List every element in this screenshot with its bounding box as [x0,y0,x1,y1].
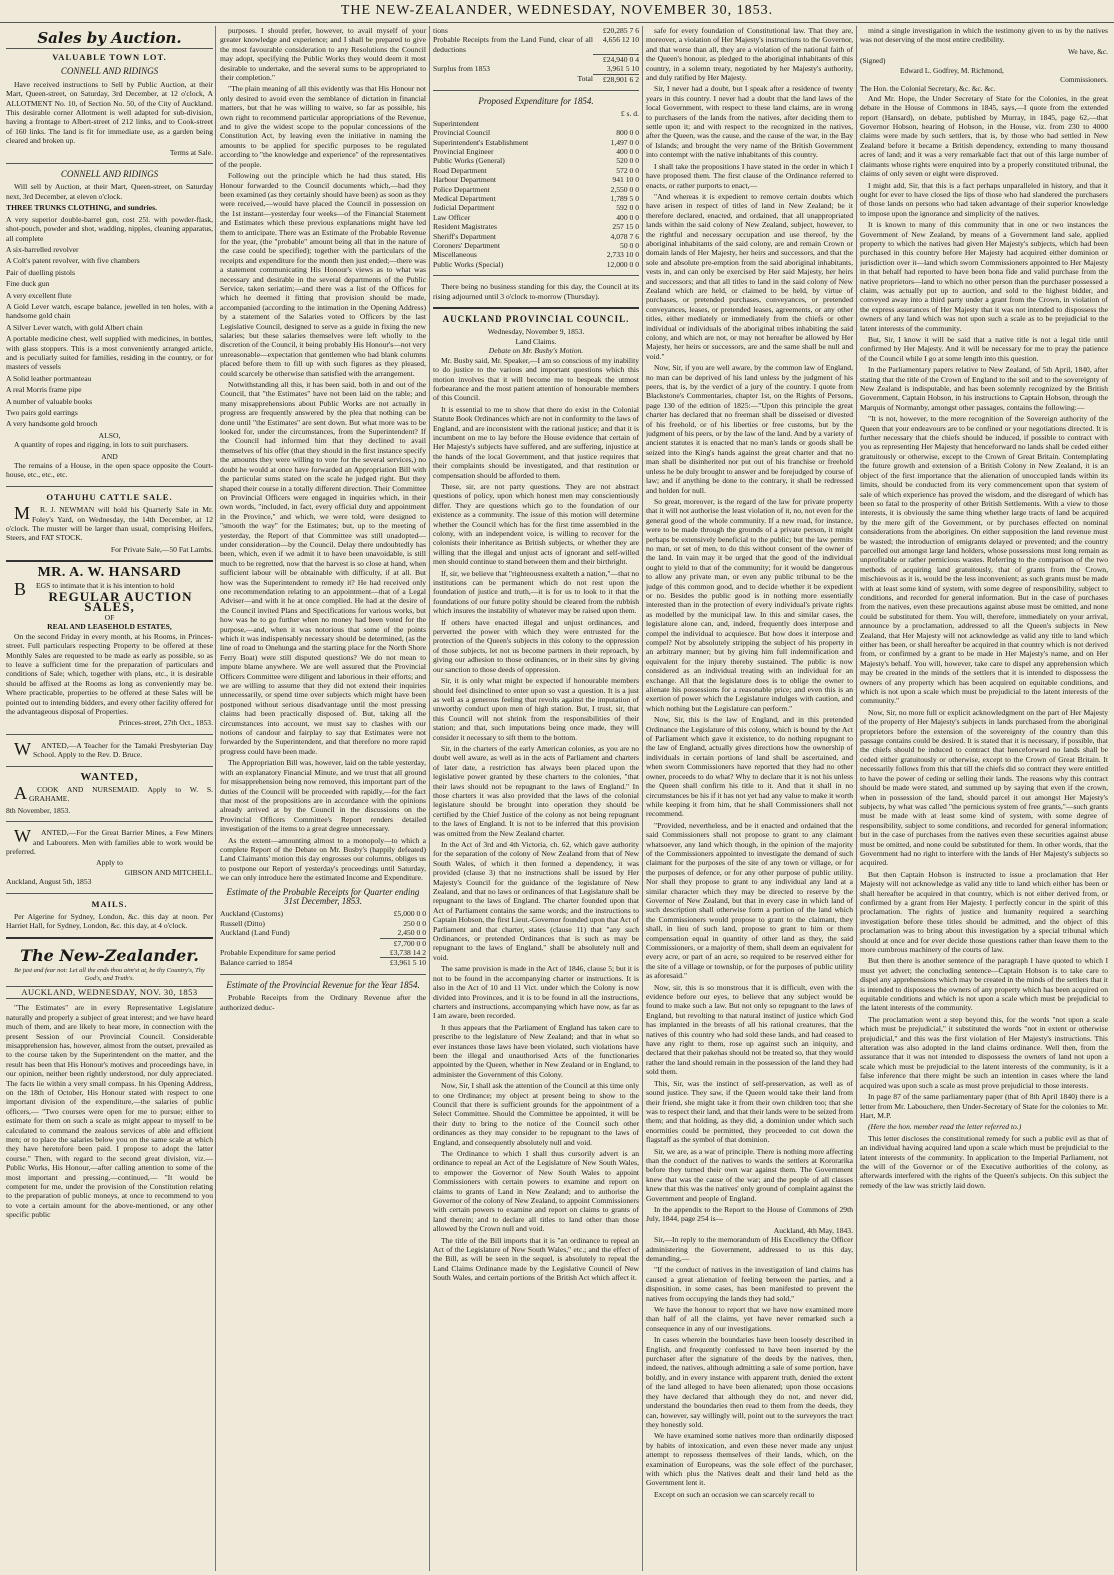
receipts-estimate-table [220,909,426,967]
row-value: 4,078 7 6 [610,231,639,241]
speech-paragraph: So great, moreover, is the regard of the law for private property that it will not authorise the least violation of it, no, not even for the general good of the whole community. If a new road, for instance, were to be made through the grounds of a private person, it might perhaps be extensively beneficial to the public; but the law permits no man, or set of men, to do this without consent of the owner of the land. In vain may it be urged that the good of the individual ought to yield to that of the community; for it would be dangerous to allow any private man, or even any public tribunal to be the judge of this common good, and to decide whether it be expedient or no. Besides the public good is in nothing more essentially interested than in the protection of every individual's private rights as modelled by the municipal law. In this and similar cases, the legislature alone can, and, indeed, frequently does interpose and compel the individual to acquiesce. But how does it interpose and compel? Not by absolutely stripping the subject of his property in an arbitrary manner; but by giving him full indemnification and equivalent for the injury thereby sustained. The public is now considered as an individual treating with an individual for an exchange. All that the legislature does is to oblige the owner to alienate his possessions for a reasonable price; and even this is an exertion of power which the Legislature indulges with caution, and which nothing but the Legislature can perform." [646,496,853,713]
row-value: 1,789 5 0 [610,194,639,203]
table-row [433,54,639,64]
mails-title: MAILS. [91,898,128,909]
table-row [220,909,426,918]
row-label: Harbour Department [433,175,497,185]
list-item: Fine duck gun [6,279,50,289]
divider [6,937,213,939]
dateline: AUCKLAND, WEDNESDAY, NOV. 30, 1853 [6,986,213,999]
column-header: £ s. d. [620,109,639,119]
divider [433,307,639,309]
speech-paragraph: I might add, Sir, that this is a fact perhaps unparalleled in history, and that it ought for ever to have closed the lips of those who had slandered the purchasers of those lands on persons who had taken advantage of their superior knowledge to impose upon the ignorance and simplicity of the natives. [860,180,1108,218]
table-row [433,241,639,250]
speech-paragraph: But, Sir, I know it will be said that a native title is not a legal title until confirmed by Her Majesty. And it will be necessary for me to pray the patience of the Council while I go at some length into this question. [860,335,1108,363]
ad-body: MR. J. NEWMAN will hold his Quarterly Sale in Mr. Foley's Yard, on Wednesday, the 14th December, at 12 o'clock. The muster will be larger than usual, comprising Heifers, Steers, and FAT STOCK. [6,503,213,543]
speech-paragraph: It is known to many of this community that in one or two instances the Government of New Zealand, by means of a Government land sale, applied property to which the natives had given Her Majesty's subjects, which had been purchased in this country before Her Majesty had acquired either dominion or jurisdiction over it—land which sworn Commissioners appointed to Her Majesty in that behalf had reported to have been bona fide and valid purchase from the native proprietors—land to which no other person than the purchaser possessed a claim, was actually put up to auction, and sold to the highest bidder, and conveyed away into a third party under a grant from the Crown, in violation of the express assurances of Her Majesty that it was not intended to dispossess the owners of any land which was not upon such a scale as to be prejudicial to the latent interests of the community. [860,220,1108,333]
row-label: Police Department [433,184,490,194]
speech-paragraph: Sir, I never had a doubt, but I speak after a residence of twenty years in this country. I never had a doubt that the land laws of the local Government, with respect to these land claims, are in wrong to purchasers of the lands from the natives, after deciding them to settle upon it; and with respect to the recognized in the natives, after the Queen, was the cause, and the cause of the war, in the Bay of Islands; and brought the very name of the British Government into contempt with the native inhabitants of this country. [646,84,853,160]
editorial-paragraph: "The plain meaning of all this evidently was that His Honour not only desired to avoid even the semblance of dictation in financial matters, but that he was willing to waive, so far as possible, his own right to recommend particular appropriations of the Revenue, and to give the widest scope to the popular concessions of the Constitution Act, by leaving even the initiative in naming the amounts to be applied for specific purposes to be regulated according to "the knowledge and experience" of the representatives of the people. [220,84,426,169]
ad-also: ALSO, [98,430,121,440]
table-row [433,74,639,84]
ad-private: For Private Sale,—50 Fat Lambs. [110,544,213,554]
speech-paragraph: I shall take the propositions I have stated in the order in which I have proposed them. The first clause of the Ordinance referred to enacts, or rather purports to enact,— [646,161,853,190]
signature-signed: (Signed) [860,56,886,66]
speech-paragraph: Sir, it is only what might be expected if honourable members should feel disinclined to enter upon so vast a question. It is a just as well as a generous feeling that revolts against the imputation of unworthy conduct upon men of high station. But, I trust, sir, that this Council will not shrink from the responsibilities of their station; and that, such imputations being once made, they will consider it necessary to sift them to the bottom. [433,676,639,742]
list-item: A Solid leather portmanteau [6,373,92,383]
revenue-estimate-intro: Probable Receipts from the Ordinary Revenue after the authorized deduc- [220,993,426,1012]
table-row [220,958,426,968]
list-item: A very excellent flute [6,290,72,300]
row-label: Probable Receipts from the Land Fund, clear of all deductions [433,35,593,54]
row-label: Miscellaneous [433,250,477,260]
row-label: Public Works (General) [433,156,505,166]
list-item: A real Morris frame pipe [6,385,82,395]
table-row [433,35,639,54]
column-rule [642,26,643,1571]
signature-names: Edward L. Godfrey, M. Richmond, [900,65,1004,75]
table-row [433,213,639,222]
divider [433,275,639,276]
letter-date: Auckland, 4th May, 1843. [773,1225,853,1235]
ad-body: On the second Friday in every month, at his Rooms, in Princes-street. Full particulars respecting Property to be offered at these Monthly Sales are requested to be made as early as possible, so as to leave a sufficient time for the preparation of particulars and conditions of Sale; which, together with plans, etc., it is desirable should be affixed at the Rooms as long as conveniently may be. Where practicable, properties to be offered at these Sales will be pointed out to intending bidders, and every other facility offered for the advantageous disposal of Properties. [6,631,213,716]
ad-body: WANTED,—For the Great Barrier Mines, a Few Miners and Labourers. Men with families able to work would be preferred. [6,826,213,857]
speech-paragraph: In the Parliamentary papers relative to New Zealand, of 5th April, 1840, after stating that the title of the Crown of England to the soil and to the sovereignty of New Zealand is indisputable, and has been solemnly recognized by the British Government, Captain Hobson, in his instructions to Captain Hobson, through the Marquis of Normanby, amongst other passages, contains the following:— [860,365,1108,412]
table-row [220,928,426,938]
ad-title: OTAHUHU CATTLE SALE. [46,491,173,502]
ad-body: Have received instructions to Sell by Public Auction, at their Mart, Queen-street, on Saturday, 3rd December, at 12 o'clock, A ALLOTMENT No. 10, of Section No. 50, of the City of Auckland. This desirable corner Allotment is well adapted for sub-division, having a frontage to Albert-street of 212 links, and to Cook-street of 160 links. The land is fit for immediate use, as a garden being cleared and broken up. [6,79,213,146]
expenditure-table [433,109,639,269]
list-item: A very superior double-barrel gun, cost 25l. with powder-flask, shot-pouch, powder and shot, wadding, nipples, cleaning apparatus, all complete [6,214,213,243]
row-label: Surplus from 1853 [433,64,490,74]
table-row [220,938,426,948]
row-value: £3,738 14 2 [389,948,426,957]
row-value: £20,285 7 6 [602,26,639,35]
council-date: Wednesday, November 9, 1853. [487,327,585,337]
list-item: A portable medicine chest, well supplied with medicines, in bottles, with glass stoppers. This is a most conveniently arranged article, and is peculiarly suited for families, residing in the country, or for masters of vessels [6,334,213,372]
speech-paragraph: This, Sir, was the instinct of self-preservation, as well as of sound justice. They saw, if the Queen would take their land from their friend, she might take it from their own children too; that she was to respect their land, and that their lands were to be seized from them; and that holding, as they did, a dominion under which such enormities could be permitted, they proceeded to cut down the flagstaff as the symbol of that dominion. [646,1078,853,1145]
list-item: Pair of duelling pistols [6,267,75,277]
speech-paragraph: The proclamation went a step beyond this, for the words "not upon a scale which must be prejudicial," it substituted the words "not in extent or otherwise prejudicial," and this was the first violation of Her Majesty's instructions. This alteration was also adopted in the land claims ordinance. Well then, from the assurance that it was not intended to dispossess the owners of land not upon a scale which must be prejudicial to the latent interests of the community, is it a false inference that there might be such an intention in cases where the land acquired was upon such a scale as must prove prejudicial to those interests. [860,1014,1108,1090]
row-value: 250 0 0 [403,918,426,928]
table-row [433,166,639,175]
list-item: A Colt's patent revolver, with five chambers [6,256,140,266]
divider [6,821,213,822]
row-label: Russell (Ditto) [220,918,265,928]
ad-town-lot [6,53,213,157]
row-total: £7,700 0 0 [380,938,426,948]
ad-item-list [6,215,213,429]
ad-firm: CONNELL AND RIDINGS [60,66,159,77]
signature-role: Commissioners. [1060,75,1108,85]
editorial-paragraph: Notwithstanding all this, it has been said, both in and out of the Council, that "the Estimates" have not been laid on the table; and many misapprehensions about Public Works are not actually in progress are frequently answered by the plea that nothing can be done until "the Estimates" are sent down. But what more was to be looked for, under the circumstances, from the Superintendent? If the Council had informed him that they declined to avail themselves of his offer (that they should in the first instance specify the amounts they were willing to vote for the several services,) no doubt he would at once have forwarded an Appropriation Bill with the particular sums stated on the scale he judged right. But they shaped their course in a totally different direction. Their Committee on Provincial Officers were engaged in inquiries which, in their own words, "included, in fact, every official duty and appointment in the Province," and which, we were told, were designed to "smooth the way" for the Estimates; but, up to the meeting of yesterday, the Report of that Committee was still unadopted—under consideration—by the Council. Delay there undoubtedly has been, which, even if we admit it to have been unavoidable, is still much to be regretted, now that the harvest is so close at hand, when sufficient labour will be obtainable with difficulty, if at all. But how was the Superintendent to remedy it? He had received only one recommendation relating to an appointment—that of a Legal Adviser—and with it he at once complied. He had at the desire of the Council invited Plans and Specifications for various works, but how was he to go further when no money had been voted for the purpose,—and, when it was notorious that some of the points which it was indispensably necessary should be determined, (as the line of road to Onehunga and the starting place for the North Shore Ferry Boat) were still disputed questions? We do not mean to impute blame anywhere. We are well assured that the Provincial Officers Committee were diligent and laborious in their efforts; and we are willing to assume that they did not extend their inquiries unnecessarily, or spend time over subjects which might have been postponed without serious disadvantage until the most pressing claims had been practically disposed of. But, taking all the circumstances into account, we must say to clashes with our notions of candour and fairplay to say that Estimates were not forwarded by the Superintendent, and that therefore no more rapid progress could have been made. [220,380,426,756]
table-row [433,185,639,194]
list-item: A number of valuable books [6,396,93,406]
adjournment-note: There being no business standing for this day, the Council at its rising adjourned until 3 o'clock to-morrow (Thursday). [433,282,639,301]
list-item: Two pairs gold earrings [6,408,78,417]
speech-paragraph: But then there is another sentence of the paragraph I have quoted to which I must yet advert; the concluding sentence—Captain Hobson is to take care to dispel any apprehensions which may be created in the minds of the settlers that it is intended to dispossess the owners of any property which has been acquired on equitable conditions and which is not upon a scale which must be prejudicial to the latent interests of the community. [860,956,1108,1013]
ad-of: OF [104,612,115,622]
speech-paragraph: safe for every foundation of Constitutional law. That they are, moreover, a violation of Her Majesty's instructions to the Governor, and that worse than all, they are a violation of the national faith of the Queen's honour, as pledged to the aboriginal inhabitants of this country, in a solemn treaty, negotiated by her Majesty's authority, and duly ratified by Her Majesty. [646,26,853,83]
speech-paragraph: Now, Sir, this is the law of England, and in this pretended Ordinance the Legislature of this colony, which is bound by the Act of Parliament which gave it existence, to do nothing repugnant to the law of England, actually gives directions how the ownership of individuals in certain portions of land shall be ascertained, and when sworn Commissioners have reported that they had no other owner, proceeds to do what? Why to declare that it is not his unless the Queen shall confirm his title to it. And that it shall in no circumstances be his if it has not yet had any value to make it worth while keeping it from him, that he shall Commissioners shall not recommend. [646,715,853,819]
row-label: Provincial Council [433,128,491,138]
row-label: Superintendent [433,118,479,128]
ad-regular: REGULAR AUCTION SALES, [48,589,193,614]
table-row [433,222,639,231]
table-row [433,128,639,137]
column-1 [6,26,213,1571]
council-debate: Debate on Mr. Busby's Motion. [488,346,584,356]
speech-paragraph: The title of the Bill imports that it is "an ordinance to repeal an Act of the Legislature of New South Wales," etc.; and the effect of the Bill, as will be seen in the sequel, is absolutely to repeal the Land Claims Ordinance made by the Legislative Council of New South Wales, and certain portions of the British Act which affect it. [433,1235,639,1283]
table-row [433,26,639,35]
signature-close: We have, &c. [1067,46,1108,56]
row-total: £24,940 0 4 [593,54,639,64]
speech-paragraph: In the appendix to the Report to the House of Commons of 29th July, 1844, page 254 is— [646,1204,853,1224]
speech-paragraph: In page 87 of the same parliamentary paper (that of 8th April 1840) there is a letter from Mr. Labouchere, then Under-Secretary of State for the colonies to Mr. Hart, M.P. [860,1092,1108,1120]
row-value: 592 0 0 [616,203,639,213]
column-4 [646,26,853,1571]
ad-firm: GIBSON AND MITCHELL. [124,867,213,877]
ad-lead: THREE TRUNKS CLOTHING, and sundries. [6,203,157,213]
ad-terms: Terms at Sale. [169,147,213,157]
speech-paragraph: Mr. Busby said, Mr. Speaker,—I am so conscious of my inability to do justice to the various and important questions which this motion involves that it will become me to bespeak the utmost forbearance and the most patient attention of honourable members of this Council. [433,355,639,403]
table-row [433,138,639,147]
table-row [433,260,639,269]
masthead: THE NEW-ZEALANDER, WEDNESDAY, NOVEMBER 30, 1853. [0,0,1114,23]
row-value: 1,497 0 0 [610,137,639,147]
row-label: Provincial Engineer [433,146,494,156]
divider [6,893,213,894]
speech-paragraph: Now, Sir, I shall ask the attention of the Council at this time only to one Ordinance; my object at present being to show to the Council that there is sufficient grounds for the appointment of a Select Committee. Should the Committee be appointed, it will be their duty to bring to the notice of the Council such other ordinances as they may consider to be repugnant to the laws of England, and consequently absolutely null and void. [433,1081,639,1147]
speech-paragraph: It is essential to me to show that there do exist in the Colonial Statute Book Ordinances which are not in conformity to the laws of England, and are inconsistent with the rational justice; and that it is incumbent on me to lay before the House evidence that certain of Her Majesty's subjects have suffered, and are suffering, injustice at the hands of the local Government, and that justice requires that their complaints should be investigated, and that restitution or compensation should be afforded to them. [433,404,639,480]
row-label: Superintendent's Establishment [433,137,529,147]
speech-paragraph: In the Act of 3rd and 4th Victoria, ch. 62, which gave authority for the separation of the colony of New Zealand from that of New South Wales, of which it then formed a dependency, it was provided (clause 3) that no instructions shall be issued by Her Majesty's Council for the guidance of the legislature of New Zealand, and that no laws or ordinances of that Legislature shall be repugnant to the laws of England. The charter founded upon that Act of Parliament contains the same words; and the instructions to Captain Hobson, the first Lieut.-Governor founded upon that Act of Parliament and that charter, states (clause 11) that "any such Ordinances, or pretended Ordinances that is such as may be repugnant to the laws of England," shall be absolutely null and void. [433,840,639,962]
ad-remains: The remains of a House, in the open space opposite the Court-house, etc., etc., etc. [6,461,213,480]
ad-intro: Will sell by Auction, at their Mart, Queen-street, on Saturday next, 3rd December, at eleven o'clock. [6,182,213,201]
row-value [593,119,639,128]
speech-paragraph: "And whereas it is expedient to remove certain doubts which have arisen in respect of titles of land in New Zealand; be it therefore declared, enacted, and ordained, that all unappropriated lands within the said colony of New Zealand, subject, however, to the rightful and necessary occupation and use thereof, by the aboriginal inhabitants of the said colony, are and remain Crown or domain lands of Her Majesty, her heirs and successors, and that the sole and absolute pre-emption from the said aboriginal inhabitants, vests in, and can only be exercised by Her said Majesty, her heirs and successors; and that all titles to land in the said colony of New Zealand which are held, or claimed to be held, by virtue of purchases, or pretended purchases, conveyances, or pretended conveyances, leases, or pretended leases, agreements, or any other titles, either mediately or immediately from the chiefs or other individual or individuals of the aboriginal tribes inhabiting the said colony, and which are not, or may not hereafter be allowed by Her Majesty, her heirs or successors, are and the same shall be null and void." [646,191,853,361]
row-value: 400 0 0 [616,212,639,222]
editorial-text: "The Estimates" are in every Representative Legislature naturally and properly a subject of great interest; and we have heard much of them, and are likely to hear more, in connection with the present Session of our Provincial Council. Considerable misapprehension has, however, almost from the outset, prevailed as to the course taken by the Superintendent on the matter, and the result has been that His Honour's motives and proceedings have, in our opinion, neither been rightly understood, nor duly appreciated. The facts lie within a very small compass. In his Opening Address, on the 18th of October, His Honour stated with respect to one important division of the expenditure,—the salaries of public officers,— "Two courses were open for me to pursue; either to estimate for them on such a scale as might appear to myself to be calculated to command the zealous services of able and efficient men; or to place the salaries below you on the same scale at which they have heretofore been paid. I propose to adopt the latter course." Then, with regard to the second great division, viz.—Public Works, His Honour,—after calling attention to some of the most important and pressing,—continued,— "It would be competent for me, under the provision of the Constitution relating to the preparation of public moneys, at once to recommend to you to vote a certain amount for the above-mentioned, or any other specific public [6,1003,213,1220]
row-value: 520 0 0 [616,156,639,166]
column-rule [429,26,430,1571]
column-rule [856,26,857,1571]
speech-paragraph: Now, Sir, if you are well aware, by the common law of England, no man can be deprived of his land unless by the judgment of his peers, that is, by the verdict of a jury of the country. I quote from Blackstone's Commentaries, chapter 1st, on the Rights of Persons, page 130 of the edition of 1825:—"Upon this principle the great charter has declared that no freeman shall be disseised or divested of his freehold, or of his liberties or free customs, but by the judgment of his peers, or by the law of the land. And by a variety of ancient statutes it is enacted that no man's lands or goods shall be seized into the King's hands against the great charter and that no man shall be disinherited nor put out of his franchise or freehold unless he be duly brought to answer and be forejudged by course of law; and if anything be done to the contrary, it shall be redressed and holden for null. [646,363,853,495]
row-value: 3,961 5 10 [606,64,639,74]
table-row [433,119,639,128]
section-title-sales: Sales by Auction. [6,28,213,49]
speech-paragraph: mind a single investigation in which the testimony given to us by the natives was not deserving of the most entire credibility. [860,26,1108,45]
speech-paragraph: These, sir, are not party questions. They are not abstract questions of policy, upon which honest men may conscientiously differ. They are questions which go to the foundation of our existence as a community. The issue of this motion will determine whether the Council which has for the first time assembled in the colony, with an independent voice, is willing to recover for the colonists their inheritance as British subjects, or whether they are willing that the illegal and unjust acts of ignorant and self-willed men should continue to stand between them and their birthright. [433,481,639,567]
table-row [433,194,639,203]
table-row [433,147,639,156]
editorial-paragraph: Following out the principle which he had thus stated, His Honour forwarded to the Council documents which,—had they been examined (as they certainly should have been) as soon as they were received,—would have placed the Council in possession on the 1st instant—yesterday four weeks—of the Financial Statement and Estimates which these previous explanations might have led them to anticipate. There was an Estimate of the Probable Revenue for the year, (the "probable" amount being all that in the nature of the case could be specified); together with the particulars of the receipts and expenditure for the month then just ended;—there was a statement communicating His Honour's views as to what was necessary and desirable in the several departments of the Public Service, taken seriatim;—and there was a list of the Offices for which he deemed it fitting that provision should be made, accompanied (according to the intimation in the Opening Address) by a statement of the Salaries voted to Officers by the last Legislative Council, designed to serve as a guide in fixing the new salaries; but these salaries themselves were left wholly to the discretion of the Council, it being probably His Honour's—not very unreasonable—expectation that gentlemen who had blank columns placed before them to fill up with such figures as they pleased, could scarcely be otherwise than satisfied with the arrangement. [220,171,426,378]
table-row [433,232,639,241]
list-item: A six-barrelled revolver [6,244,79,254]
speech-paragraph: Except on such an occasion we can scarcely recall to [654,1489,815,1499]
speech-paragraph: "Provided, nevertheless, and be it enacted and ordained that the said Commissioners shall not propose to grant to any claimant whatsoever, any land which though, in the opinion of the majority of the Commissioners appointed to investigate the demand of such claimant for the purposes of the site of any town or village, or for the purposes of defence, or for any other purpose of public utility. Nor shall they propose to grant to any individual any land at a similar character which they may be directed to reserve by the Governor of New Zealand, but that in every case in which land of such description shall otherwise form a portion of the land which the Commissioners would propose to grant to the claimant, they shall, in lieu of such land, propose to grant to him or them compensation equal in quantity of other land as they, the said Commissioners, or a majority of them, shall deem an equivalent for every acre, or part of an acre, so required to be reserved either for the site of a village or township, or for the purposes of public utility as aforesaid." [646,820,853,981]
expenditure-title: Proposed Expenditure for 1854. [478,95,594,106]
row-label: Public Works (Special) [433,259,504,269]
ad-real: REAL AND LEASEHOLD ESTATES, [47,622,172,632]
mails-body: Per Algerine for Sydney, London, &c. this day at noon. Per Harriet Hall, for Sydney, London, &c. this day, at 4 o'clock. [6,912,213,931]
paper-motto: Be just and fear not: Let all the ends thou aim'st at, be thy Country's, Thy God's, and Truth's. [14,966,205,982]
list-item: A Gold Lever watch, escape balance, jewelled in ten holes, with a handsome gold chain [6,301,213,321]
ad-date: Auckland, August 5th, 1853 [6,877,92,887]
speech-paragraph: The Ordinance to which I shall thus cursorily advert is an ordinance to repeal an Act of the Legislature of New South Wales, to empower the Governor of New South Wales to appoint Commissioners with certain powers to examine and report on claims to grants of Land in New Zealand; and to authorise the Governor of the colony of New Zealand, to appoint Commissioners with certain powers to examine and report on claims to grants of land therein; and to declare all titles to land other than those allowed by the Crown null and void. [433,1149,639,1234]
speech-paragraph: We have examined some natives more than ordinarily disposed by habits of intoxication, and even these never made any unjust attempt to repossess themselves of their lands, which, on the examination of Europeans, was the sole effect of the purchaser, with which plus the Natives dealt and their land held as the Government lent it. [646,1431,853,1488]
editorial-paragraph: The Appropriation Bill was, however, laid on the table yesterday, with an explanatory Financial Minute, and we trust that all ground for misapprehension being now removed, this important part of the duties of the Council will be proceeded with rapidly,—for the fact that most of the propositions are in accordance with the opinions already arrived at by the Council in the discussions on the Provincial Officers Committee's Report renders detailed investigation of the items to a great degree unnecessary. [220,758,426,834]
speech-paragraph: Now, sir, this is so monstrous that it is difficult, even with the evidence before our eyes, to believe that any subject would be found to make such a law. But not only so repugnant to the laws of England, but revolting to that natural instinct of justice which God has implanted in the breasts of all his rational creatures, that the natives of this country who had sold these lands, and had ceased to have any right to them, rose up against such an iniquity, and declared that their pakehas should not be treated so, that they would rather the land should remain in the possession of the land they had sold them. [646,982,853,1077]
row-label: Road Department [433,165,487,175]
table-row [220,948,426,958]
row-value: 800 0 0 [616,128,639,138]
row-label: Auckland (Land Fund) [220,928,290,938]
speech-paragraph: Now, Sir, no more full or explicit acknowledgment on the part of Her Majesty of the property of Her Majesty's subjects in lands purchased from the aboriginal proprietors before the extension of the sovereignty of the country than this passage contains could be desired. It is stated that it is necessary, if possible, that the chiefs should be induced to contract that henceforward no lands shall be ceded either gratuitously or otherwise, except to the Crown of Great Britain. It necessarily follows from this that till the chiefs did so contract they were entitled to have the power of ceding or selling their lands. The reasons why this contract should be made were stated, and summed up by saying that even if the crown, when in possession of the land, should parcel it out amongst Her Majesty's subjects, by what was called "the pernicious system of free grants,"—such grants must be made with at least some kind of system, with some degree of responsibility, subject to some conditions, and recorded for general information; but in the case of purchases from the natives even these securities against abuse must be omitted, and none could be substituted for them. In other words, that the Government had no right to interfere with the lands of Her Majesty's subjects so acquired. [860,707,1108,868]
council-title: AUCKLAND PROVINCIAL COUNCIL. [442,314,630,325]
speech-paragraph: "It is not, however, to the mere recognition of the Sovereign authority of the Queen that your endeavours are to be confined or your negotiations directed. It is further necessary that the chiefs should be induced, if possible to contract with you as representing Her Majesty that henceforward no lands shall be ceded either gratuitously or otherwise, except to the Crown of Great Britain. Contemplating the future growth and extension of a British Colony in New Zealand, it is an object of the first importance that the alienation of unoccupied lands within its limits, should be conducted from its very commencement upon that system of sale of which experience has proved the wisdom, and the disregard of which has been so fatal to the prosperity of other British Settlements. With a view to those interests, it is obviously the same thing whether large tracts of land be acquired by the mere gift of the Government, or by purchases effected on nominal considerations from the aborigines. On either supposition the land revenue must be wasted; the introduction of emigrants delayed or prevented; and the country parcelled out amongst large land holders, whose possessions must long remain as unprofitable or rather pernicious wastes. Referring to the comparison of the two methods of acquiring land gratuitously, that of grants from the Crown, mischievous as it is, would be the less inconvenient; as such grants must be made with at least some kind of system, with some degree of responsibility, subject to conditions, and recorded for general information. But in the case of purchases from the natives, even these precautions against abuse must be omitted, and none could be substituted for them. You will, therefore, immediately on your arrival, announce by a proclamation, addressed to all the Queen's subjects in New Zealand, that Her Majesty will not acknowledge as valid any title to land which either has been, or shall hereafter be acquired in that country which is not derived from, or confirmed by a grant to be made in Her Majesty's name, and on Her Majesty's behalf. You will, however, take care to dispel any apprehension which may be created in the minds of the settlers that it is intended to dispossess the owners of any property which has been acquired on equitable conditions, and which is not upon a scale which must be prejudicial to the latent interests of the community." [860,414,1108,706]
row-label: Judicial Department [433,203,495,213]
table-row [433,156,639,165]
ad-firm: CONNELL AND RIDINGS [60,169,159,180]
ad-apply: Apply to [96,858,123,868]
table-row [433,203,639,212]
editorial-paragraph: As the extent—amounting almost to a monopoly—to which a complete Report of the Debate on Mr. Busby's (happily defeated) Land Claimants' motion this day engrosses our columns, obliges us to postpone our Report of yesterday's proceedings until Saturday, we can only introduce here the estimated Income and Expenditure. [220,835,426,883]
row-total: £28,901 6 2 [593,74,639,84]
ad-title: WANTED, [80,770,139,783]
paper-title: The New-Zealander. [20,945,199,965]
row-value: 12,000 0 0 [606,259,639,269]
row-value: 50 0 0 [620,241,639,251]
row-value: £5,000 0 0 [393,909,426,919]
row-label: tions [433,26,448,35]
column-rule [215,26,216,1571]
ad-title: MR. A. W. HANSARD [37,565,182,581]
speech-paragraph: Sir, in the charters of the early American colonies, as you are no doubt well aware, as well as in the acts of Parliament and charters of later date, a restriction has always been placed upon the legislative power granted by these charters to the colonies, "that their laws should not be repugnant to the laws of England." In those charters it was also provided that the laws of the colonial legislature should be brought into operation they should be certified by the Chief Justice of the colony as not being repugnant to the laws of England. It is not to be inferred that this provision was omitted from the New Zealand charter. [433,743,639,838]
council-subject: Land Claims. [515,336,557,346]
row-value: £3,961 5 10 [380,958,426,968]
row-label: Medical Department [433,194,496,203]
speech-paragraph: If, sir, we believe that "righteousness exalteth a nation,"—that no institutions can be permanent which do not rest upon the foundation of justice and truth,—it is for us to look to it that the foundations of our future polity should be cleared from the rubbish which insures the instability of whatever may be raised upon them. [433,568,639,616]
row-label: Auckland (Customs) [220,909,284,919]
revenue-table [433,26,639,84]
row-value: 572 0 0 [616,165,639,175]
speech-paragraph: The same provision is made in the Act of 1846, clause 5; but it is not to be found in the accompanying charter or instructions. It is also in the Act of 10 and 11 Vict. under which the Colony is now divided into Provinces, and it is to be found in all the instructions, charters and instructions, accompanying which have now, as far as I am aware, been recorded. [433,964,639,1021]
speech-paragraph: Sir,—In reply to the memorandum of His Excellency the Officer administering the Government, addressed to us this day, demanding,— [646,1235,853,1263]
row-label: Probable Expenditure for same period [220,948,336,957]
divider [220,974,426,975]
ad-cook-wanted [6,770,213,816]
speech-paragraph: This letter discloses the constitutional remedy for such a public evil as that of an individual having acquired land upon a scale which must be prejudicial to the latent interests of the community. In application to the Imperial Parliament, not the will of the Governor or of the Executive authorities of the colony, as afterwards interfered with the rights of the Queen's subjects. On this subject the remedy of the law was strictly laid down. [860,1133,1108,1190]
speech-paragraph: It thus appears that the Parliament of England has taken care to prescribe to the legislature of New Zealand; and that in what so ever instances those laws have been violated, such violations have been the illegal and unauthorised Acts of the functionaries appointed by the Queen, whether in New Zealand or in England, to administer the Government of this Colony. [433,1022,639,1079]
editorial-paragraph: purposes. I should prefer, however, to avail myself of your greater knowledge and experience; and I shall be prepared to give the most favourable consideration to any Resolutions the Council may adopt, specifying the Public Works they would deem it most desirable to undertake, and the several sums to be appropriated to their completion." [220,26,426,83]
row-value: 2,450 0 0 [397,928,426,938]
speech-paragraph: And Mr. Hope, the Under Secretary of State for the Colonies, in the great debate in the House of Commons in 1845, says,—I quote from the extended report (Hansard), on debate, published by Murray, in 1845, page 62,—that Governor Hobson, hearing of Hobson, in the House, viz. from 230 to 4000 claims were made by such settlers, that is, by those who had settled in New Zealand before it became a British dependency, extending to many thousand acres of land; and it was a very remarkable fact that out of this large number of claimants whose rights were enquired into by a properly constituted tribunal, the claims of only seven or eight were disproved. [860,93,1108,179]
ad-hansard [6,565,213,728]
ad-miners-wanted [6,828,213,886]
list-item: A very handsome gold brooch [6,419,98,429]
table-row [433,250,639,259]
ad-date: 8th November, 1853. [6,805,71,815]
table-header [433,109,639,118]
column-5 [860,26,1108,1571]
row-value: 941 10 0 [612,175,639,185]
divider [6,560,213,562]
column-2 [220,26,426,1571]
row-label: Coroners' Department [433,241,500,251]
speech-paragraph: Sir, we are, as a war of principle. There is nothing more affecting than the conduct of the natives to wards the settlers at Kororarika before they turned their own war against them. The Government knew that was the cause of the war; and the people of all classes knew that this was the natives' only ground of complaint against the Government and people of England. [646,1146,853,1203]
speech-paragraph: If others have enacted illegal and unjust ordinances, and perverted the power with which they were entrusted for the protection of the Queen's subjects in this colony to the oppression of those subjects, let not us become partners in their reproach, by giving our adhesion to those ordinances, or in their sins by giving our sanction to those deeds of oppression. [433,617,639,674]
speech-paragraph: We have the honour to report that we have now examined more than half of all the claims, yet have never remarked such a consequence in any of our investigations. [646,1305,853,1333]
ad-cattle-sale [6,493,213,554]
ad-and: AND [101,451,118,461]
ad-intro: BEGS to intimate that it is his intention to hold [14,578,175,599]
ad-auction-goods [6,170,213,480]
row-value: 4,656 12 10 [602,35,639,45]
divider [6,163,213,164]
list-item: A Silver Lever watch, with gold Albert chain [6,322,143,332]
ad-title: VALUABLE TOWN LOT. [52,52,167,62]
table-row [220,919,426,928]
ad-body: ACOOK AND NURSEMAID. Apply to W. S. GRAHAME. [14,783,213,804]
row-label: Sheriff's Department [433,231,497,241]
speech-paragraph: In cases wherein the boundaries have been loosely described in English, and frequently confessed to have been inserted by the purchaser after the signature of the deeds by the natives, then, indeed, the natives, although admitting a sale of some portion, have boldly, and in every instance with apparent truth, denied the extent of the land alleged to have been alienated; upon those occasions they have declared that although they do not, and never did, understand the boundaries then read to them from the deeds, they can, however, say willingly will, point out to the surveyors the tract they honestly sold. [646,1335,853,1429]
row-value: 400 0 0 [616,146,639,156]
divider [6,486,213,487]
table-row [433,175,639,184]
divider [6,766,213,767]
signature-recipient: The Hon. the Colonial Secretary, &c. &c. &c. [860,84,996,94]
divider [433,90,639,91]
row-value: 2,733 10 0 [606,250,639,260]
row-label: Balance carried to 1854 [220,957,293,967]
ad-teacher-wanted: WANTED,—A Teacher for the Tamaki Presbyterian Day School. Apply to the Rev. D. Bruce. [14,738,213,760]
row-label: Law Officer [433,212,471,222]
divider [6,734,213,735]
row-value: 257 15 0 [612,222,639,232]
receipts-estimate-title: Estimate of the Probable Receipts for Quarter ending 31st December, 1853. [226,886,420,906]
mails-notice [6,900,213,931]
speech-note: (Here the hon. member read the letter referred to.) [868,1122,1022,1132]
ad-date: Princes-street, 27th Oct., 1853. [118,718,213,728]
speech-paragraph: "If the conduct of natives in the investigation of land claims has caused a great alienation of feeling between the parties, and a disposition, in some cases, has been manifested to prevent the natives from occupying the lands they had sold," [646,1265,853,1303]
row-label: Total [577,74,593,84]
table-row [433,64,639,74]
ad-also-items: A quantity of ropes and rigging, in lots to suit purchasers. [14,440,189,450]
column-3 [433,26,639,1571]
row-label: Resident Magistrates [433,222,497,232]
row-value: 2,550 0 0 [610,184,639,194]
revenue-estimate-title: Estimate of the Provincial Revenue for the Year 1854. [226,979,420,990]
speech-paragraph: But then Captain Hobson is instructed to issue a proclamation that Her Majesty will not acknowledge as valid any title to land which either has been or shall hereafter be acquired in that country, which is not either derived from, or confirmed by a grant from Her Majesty. I perfectly concur in the spirit of this proclamation. The rights of justice and humanity required a searching investigation before these titles should be admitted, and the object of this proclamation was to bring about this investigation by a special tribunal which should at once and for ever decide those questions rather than leave them to the more cumbrous machinery of the courts of law. [860,869,1108,954]
